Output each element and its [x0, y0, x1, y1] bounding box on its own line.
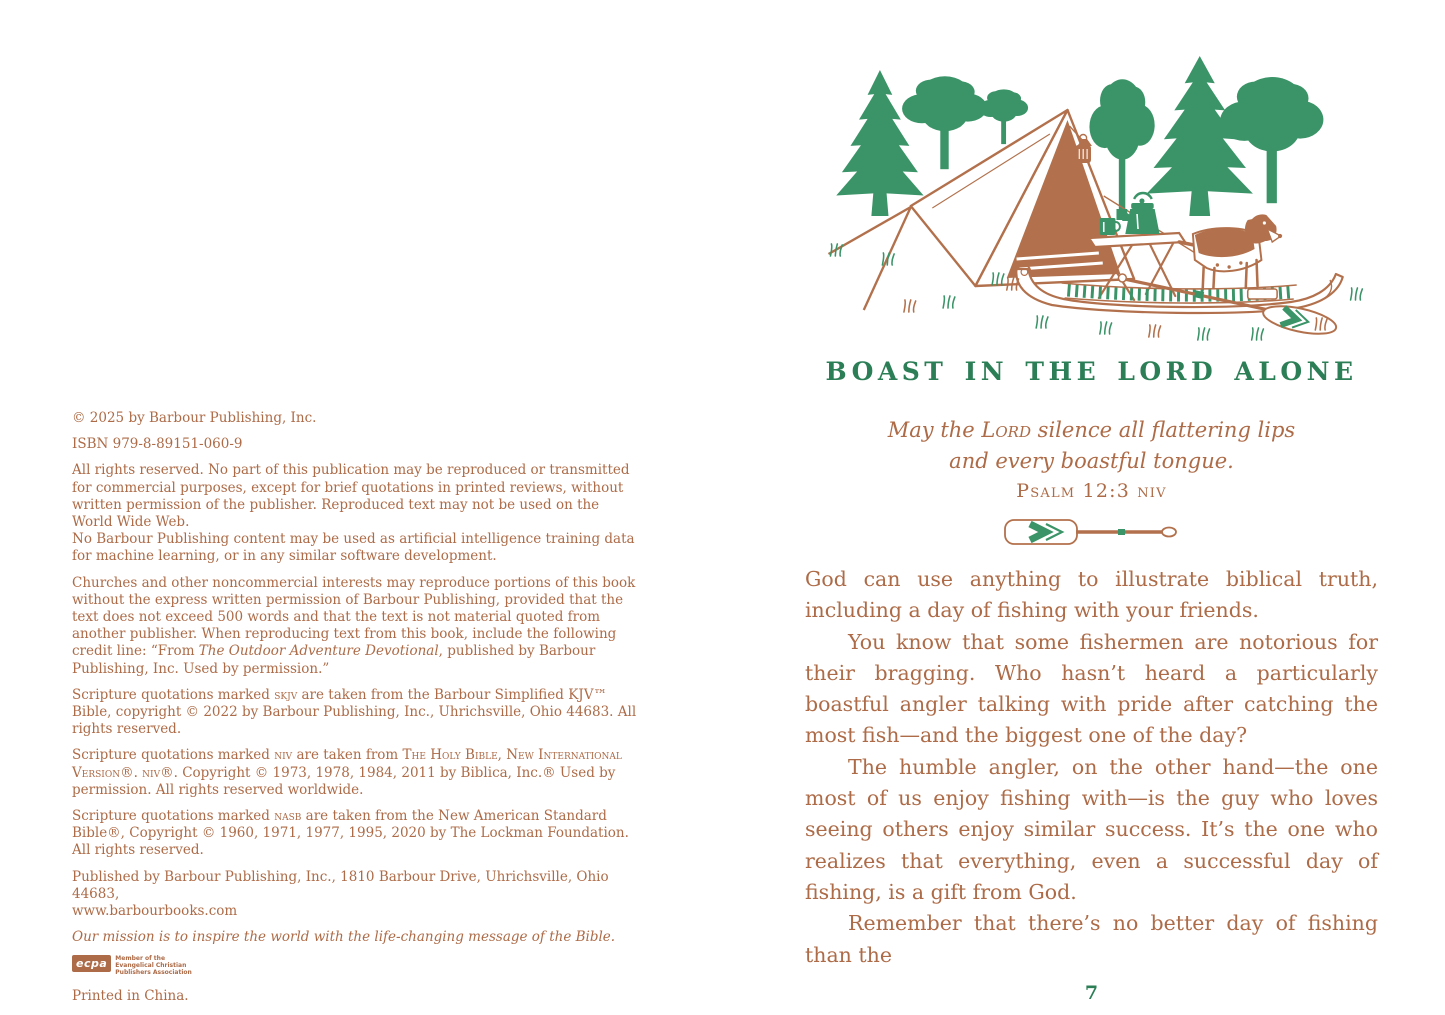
- ecpa-logo: [72, 955, 642, 976]
- ecpa-logo-mark: ecpa: [72, 955, 111, 972]
- mission-statement: Our mission is to inspire the world with the life-changing message of the Bible.: [72, 929, 616, 946]
- leafy-tree: [979, 89, 1028, 144]
- isbn-line: ISBN 979-8-89151-060-9: [72, 436, 243, 453]
- awning-poles: [829, 207, 911, 310]
- body-paragraph: You know that some fishermen are notorious for their bragging. Who hasn’t heard a particularly boastful angler talking with pride after catching the most fish—and the biggest one of the day?: [805, 629, 1378, 748]
- canoe-seat: [1248, 289, 1277, 299]
- scripture-verse: [805, 415, 1378, 477]
- chapter-title: BOAST IN THE LORD ALONE: [825, 357, 1358, 386]
- verse-line: May the Lord silence all flattering lips: [887, 418, 1296, 442]
- hunting-dog: [1179, 214, 1282, 290]
- verse-line: and every boastful tongue.: [949, 449, 1234, 473]
- verse-reference: Psalm 12:3 niv: [1016, 480, 1167, 502]
- body-paragraph: The humble angler, on the other hand—the one most of us enjoy fishing with—is the guy who loves seeing others enjoy similar success. It’s the one who realizes that everything, even a successful day of fishing, is a gift from God.: [805, 754, 1378, 904]
- churches-paragraph: Churches and other noncommercial interests may reproduce portions of this book without the express written permission of Barbour Publishing, provided that the text does not exceed 500 words and that the text is not material quoted from another publisher. When reproducing text from this book, include the following credit line: “From The Outdoor Adventure Devotional, published by Barbour Publishing, Inc. Used by permission.”: [72, 574, 636, 677]
- copyright-page: [72, 410, 642, 1015]
- publisher-address-paragraph: Published by Barbour Publishing, Inc., 1810 Barbour Drive, Uhrichsville, Ohio 44683, www.barbourbooks.com: [72, 868, 609, 920]
- niv-credit-paragraph: Scripture quotations marked niv are taken from The Holy Bible, New International Version®. niv®. Copyright © 1973, 1978, 1984, 2011 by Biblica, Inc.® Used by permission. All rights reserved worldwide.: [72, 747, 622, 798]
- body-paragraph: Remember that there’s no better day of fishing than the: [805, 911, 1378, 967]
- ecpa-line: Evangelical Christian: [115, 962, 187, 970]
- campsite-illustration: [805, 48, 1378, 343]
- ecpa-logo-text: [115, 955, 192, 976]
- pine-tree: [836, 70, 923, 216]
- paddle-icon: [1002, 515, 1182, 549]
- ecpa-line: Member of the: [115, 955, 166, 963]
- devotional-page: [805, 48, 1378, 1004]
- nasb-credit-paragraph: Scripture quotations marked nasb are taken from the New American Standard Bible®, Copyright © 1960, 1971, 1977, 1995, 2020 by The Lockman Foundation. All rights reserved.: [72, 808, 629, 859]
- copyright-line: © 2025 by Barbour Publishing, Inc.: [72, 410, 317, 426]
- skjv-credit-paragraph: Scripture quotations marked skjv are taken from the Barbour Simplified KJV™ Bible, copyright © 2022 by Barbour Publishing, Inc., Uhrichsville, Ohio 44683. All rights reserved.: [72, 686, 637, 738]
- devotional-body: [805, 564, 1378, 971]
- ecpa-line: Publishers Association: [115, 969, 192, 977]
- page-number: 7: [1084, 981, 1099, 1004]
- leafy-tree: [902, 76, 987, 169]
- rights-paragraph: All rights reserved. No part of this publication may be reproduced or transmitted for commercial purposes, except for brief quotations in printed reviews, without written permission of the publisher. Reproduced text may not be used on the World Wide Web. No Barbour Publishing content may be used as artificial intelligence training data for machine learning, or in any similar software development.: [72, 462, 635, 565]
- body-paragraph: God can use anything to illustrate biblical truth, including a day of fishing with your friends.: [805, 567, 1378, 623]
- printed-in-line: Printed in China.: [72, 988, 189, 1005]
